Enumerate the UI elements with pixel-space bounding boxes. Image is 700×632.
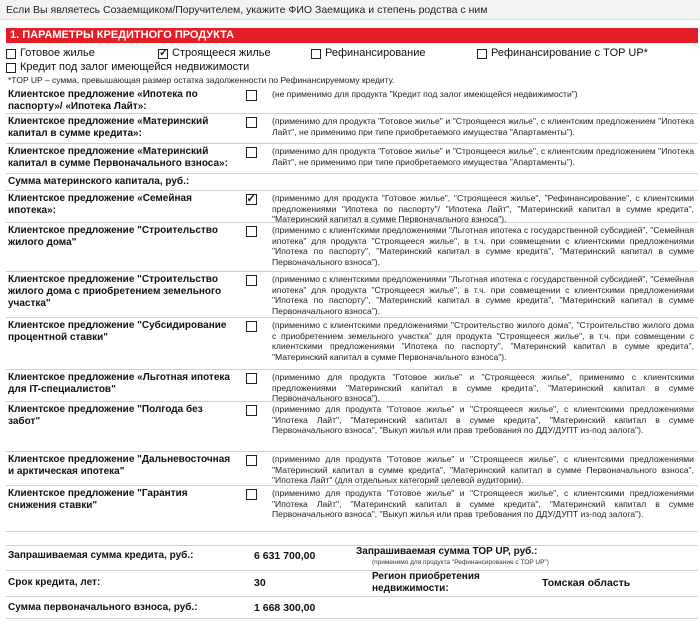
downpayment-value[interactable]: 1 668 300,00 [254,602,316,614]
client-offer-checkbox[interactable] [246,275,257,286]
loan-term-label: Срок кредита, лет: [8,577,101,588]
client-offer-description: (применимо для продукта "Готовое жилье" и "Строящееся жилье", применимо с клиентскими предложениями "Материнский капитал в сумме кредита", "Материнский капитал в сумме Первоначального взноса"). [272,372,694,403]
topup-amount-label: Запрашиваемая сумма TOP UP, руб.: [356,546,538,557]
topup-footnote: *TOP UP – сумма, превышающая размер остатка задолженности по Рефинансируемому кредиту. [8,75,395,85]
client-offer-label: Клиентское предложение "Субсидирование процентной ставки" [8,320,227,343]
client-offer-row [6,223,698,272]
client-offer-checkbox-cell [236,223,266,237]
client-offer-checkbox-cell [236,318,266,332]
client-offer-description: (применимо для продукта "Готовое жилье", "Строящееся жилье", "Рефинансирование", с клиентскими предложениями "Ипотека по паспорту"/ "Ипотека Лайт", "Материнский капитал в сумме кредита", "Материнский капитал в сумме Первоначального взноса"). [272,193,694,224]
client-offer-checkbox[interactable] [246,194,257,205]
client-offer-checkbox-cell [236,452,266,466]
checkbox[interactable] [6,63,16,73]
client-offer-description: (не применимо для продукта "Кредит под залог имеющейся недвижимости") [272,89,578,99]
client-offer-label: Клиентское предложение «Материнский капитал в сумме Первоначального взноса»: [8,146,228,169]
downpayment-label: Сумма первоначального взноса, руб.: [8,602,198,613]
client-offer-label: Клиентское предложение "Гарантия снижения ставки" [8,488,188,511]
client-offer-checkbox[interactable] [246,405,257,416]
client-offer-row [6,452,698,486]
product-option-label: Готовое жилье [20,47,95,59]
client-offer-label: Клиентское предложение "Строительство жилого дома" [8,225,218,248]
client-offer-checkbox[interactable] [246,117,257,128]
client-offer-label: Клиентское предложение «Семейная ипотека»: [8,193,192,216]
borrower-note: Если Вы являетесь Созаемщиком/Поручителем, укажите ФИО Заемщика и степень родства с ним [0,0,700,20]
divider [6,596,698,597]
client-offer-row [6,402,698,452]
client-offer-row [6,370,698,402]
client-offer-checkbox[interactable] [246,373,257,384]
client-offer-checkbox-cell [236,272,266,286]
client-offer-row [6,318,698,370]
client-offer-row [6,486,698,532]
client-offer-row [6,272,698,318]
client-offer-description: (применимо с клиентскими предложениями "Льготная ипотека с государственной субсидией", "Семейная ипотека" для продукта "Строящееся жилье", в т.ч. при совмещении с клиентскими предложениями "Ипотека по паспорту", "Материнский капитал в сумме кредита", "Материнский капитал в сумме Первоначального взноса"). [272,274,694,316]
client-offer-description: (применимо для продукта "Готовое жилье" и "Строящееся жилье", с клиентскими предложениями "Ипотека Лайт", "Материнский капитал в сумме кредита", "Материнский капитал в сумме Первоначального взноса", "Выкуп жилья или прав требования по ДДУ/ДУПТ из-под залога"). [272,488,694,519]
client-offer-row [6,191,698,223]
section-header: 1. ПАРАМЕТРЫ КРЕДИТНОГО ПРОДУКТА [6,28,698,43]
product-option-label: Кредит под залог имеющейся недвижимости [20,61,250,73]
client-offer-checkbox[interactable] [246,147,257,158]
client-offer-description: (применимо для продукта "Готовое жилье" и "Строящееся жилье", с клиентским предложением "Ипотека Лайт", не применимо при типе приобретаемого имущества "Апартаменты"). [272,146,694,167]
client-offer-row [6,174,698,191]
topup-amount-note: (применимо для продукта "Рефинансирование с TOP UP") [372,559,549,566]
client-offer-label: Клиентское предложение "Строительство жилого дома с приобретением земельного участка" [8,274,222,309]
client-offer-checkbox-cell [236,174,266,177]
loan-amount-label: Запрашиваемая сумма кредита, руб.: [8,550,194,561]
client-offer-label: Клиентское предложение "Дальневосточная и арктическая ипотека" [8,454,231,477]
client-offer-row [6,144,698,174]
divider [6,545,698,546]
product-option-label: Рефинансирование с TOP UP* [491,47,648,59]
checkbox[interactable] [311,49,321,59]
divider [6,570,698,571]
client-offer-checkbox-cell [236,87,266,101]
product-option-refinancing-topup[interactable] [477,47,648,60]
client-offer-description: (применимо для продукта "Готовое жилье" и "Строящееся жилье", с клиентскими предложениями "Ипотека Лайт", "Материнский капитал в сумме кредита", "Материнский капитал в сумме Первоначального взноса", "Выкуп жилья или прав требования по ДДУ/ДУПТ из-под залога"). [272,404,694,435]
client-offer-checkbox-cell [236,191,266,205]
client-offer-checkbox[interactable] [246,455,257,466]
divider [6,618,698,619]
client-offer-row [6,114,698,144]
client-offer-label: Клиентское предложение «Ипотека по паспорту»/ «Ипотека Лайт»: [8,89,198,112]
client-offer-checkbox[interactable] [246,321,257,332]
product-option-building-housing[interactable] [158,47,271,60]
client-offer-description: (применимо с клиентскими предложениями "Строительство жилого дома", "Строительство жилого дома с приобретением земельного участка" для продукта "Строящееся жилье", в т.ч. при совмещении с клиентскими предложениями "Ипотека по паспорту", "Материнский капитал в сумме кредита", "Материнский капитал в сумме Первоначального взноса"). [272,320,694,362]
client-offer-description: (применимо для продукта "Готовое жилье" и "Строящееся жилье", с клиентскими предложениями "Материнский капитал в сумме кредита", "Материнский капитал в сумме Первоначального взноса", "Ипотека Лайт" (для отдельных категорий целевой аудитории). [272,454,694,485]
client-offers-table [6,87,698,532]
client-offer-checkbox-cell [236,402,266,416]
product-option-collateral-loan[interactable] [6,61,249,74]
checkbox[interactable] [158,49,168,59]
loan-amount-value[interactable]: 6 631 700,00 [254,550,316,562]
client-offer-checkbox[interactable] [246,90,257,101]
client-offer-label: Клиентское предложение «Льготная ипотека для IT-специалистов" [8,372,230,395]
region-label: Регион приобретения недвижимости: [372,571,480,594]
client-offer-row [6,87,698,114]
region-value[interactable]: Томская область [542,577,631,589]
client-offer-description: (применимо с клиентскими предложениями "Льготная ипотека с государственной субсидией", "Семейная ипотека" для продукта "Строящееся жилье", в т.ч. при совмещении с клиентскими предложениями "Ипотека по паспорту", "Материнский капитал в сумме кредита", "Материнский капитал в сумме Первоначального взноса"). [272,225,694,267]
client-offer-description: (применимо для продукта "Готовое жилье" и "Строящееся жилье", с клиентским предложением "Ипотека Лайт", не применимо при типе приобретаемого имущества "Апартаменты"). [272,116,694,137]
client-offer-label: Сумма материнского капитала, руб.: [8,176,190,187]
client-offer-checkbox-cell [236,486,266,500]
client-offer-checkbox[interactable] [246,489,257,500]
checkbox[interactable] [6,49,16,59]
product-option-label: Рефинансирование [325,47,426,59]
product-option-label: Строящееся жилье [172,47,271,59]
client-offer-label: Клиентское предложение "Полгода без забот" [8,404,203,427]
client-offer-label: Клиентское предложение «Материнский капитал в сумме кредита»: [8,116,209,139]
loan-term-value[interactable]: 30 [254,577,266,589]
client-offer-description [266,174,698,178]
client-offer-checkbox-cell [236,144,266,158]
checkbox[interactable] [477,49,487,59]
client-offer-checkbox-cell [236,114,266,128]
product-option-refinancing[interactable] [311,47,426,60]
client-offer-checkbox[interactable] [246,226,257,237]
product-option-ready-housing[interactable] [6,47,95,60]
client-offer-checkbox-cell [236,370,266,384]
